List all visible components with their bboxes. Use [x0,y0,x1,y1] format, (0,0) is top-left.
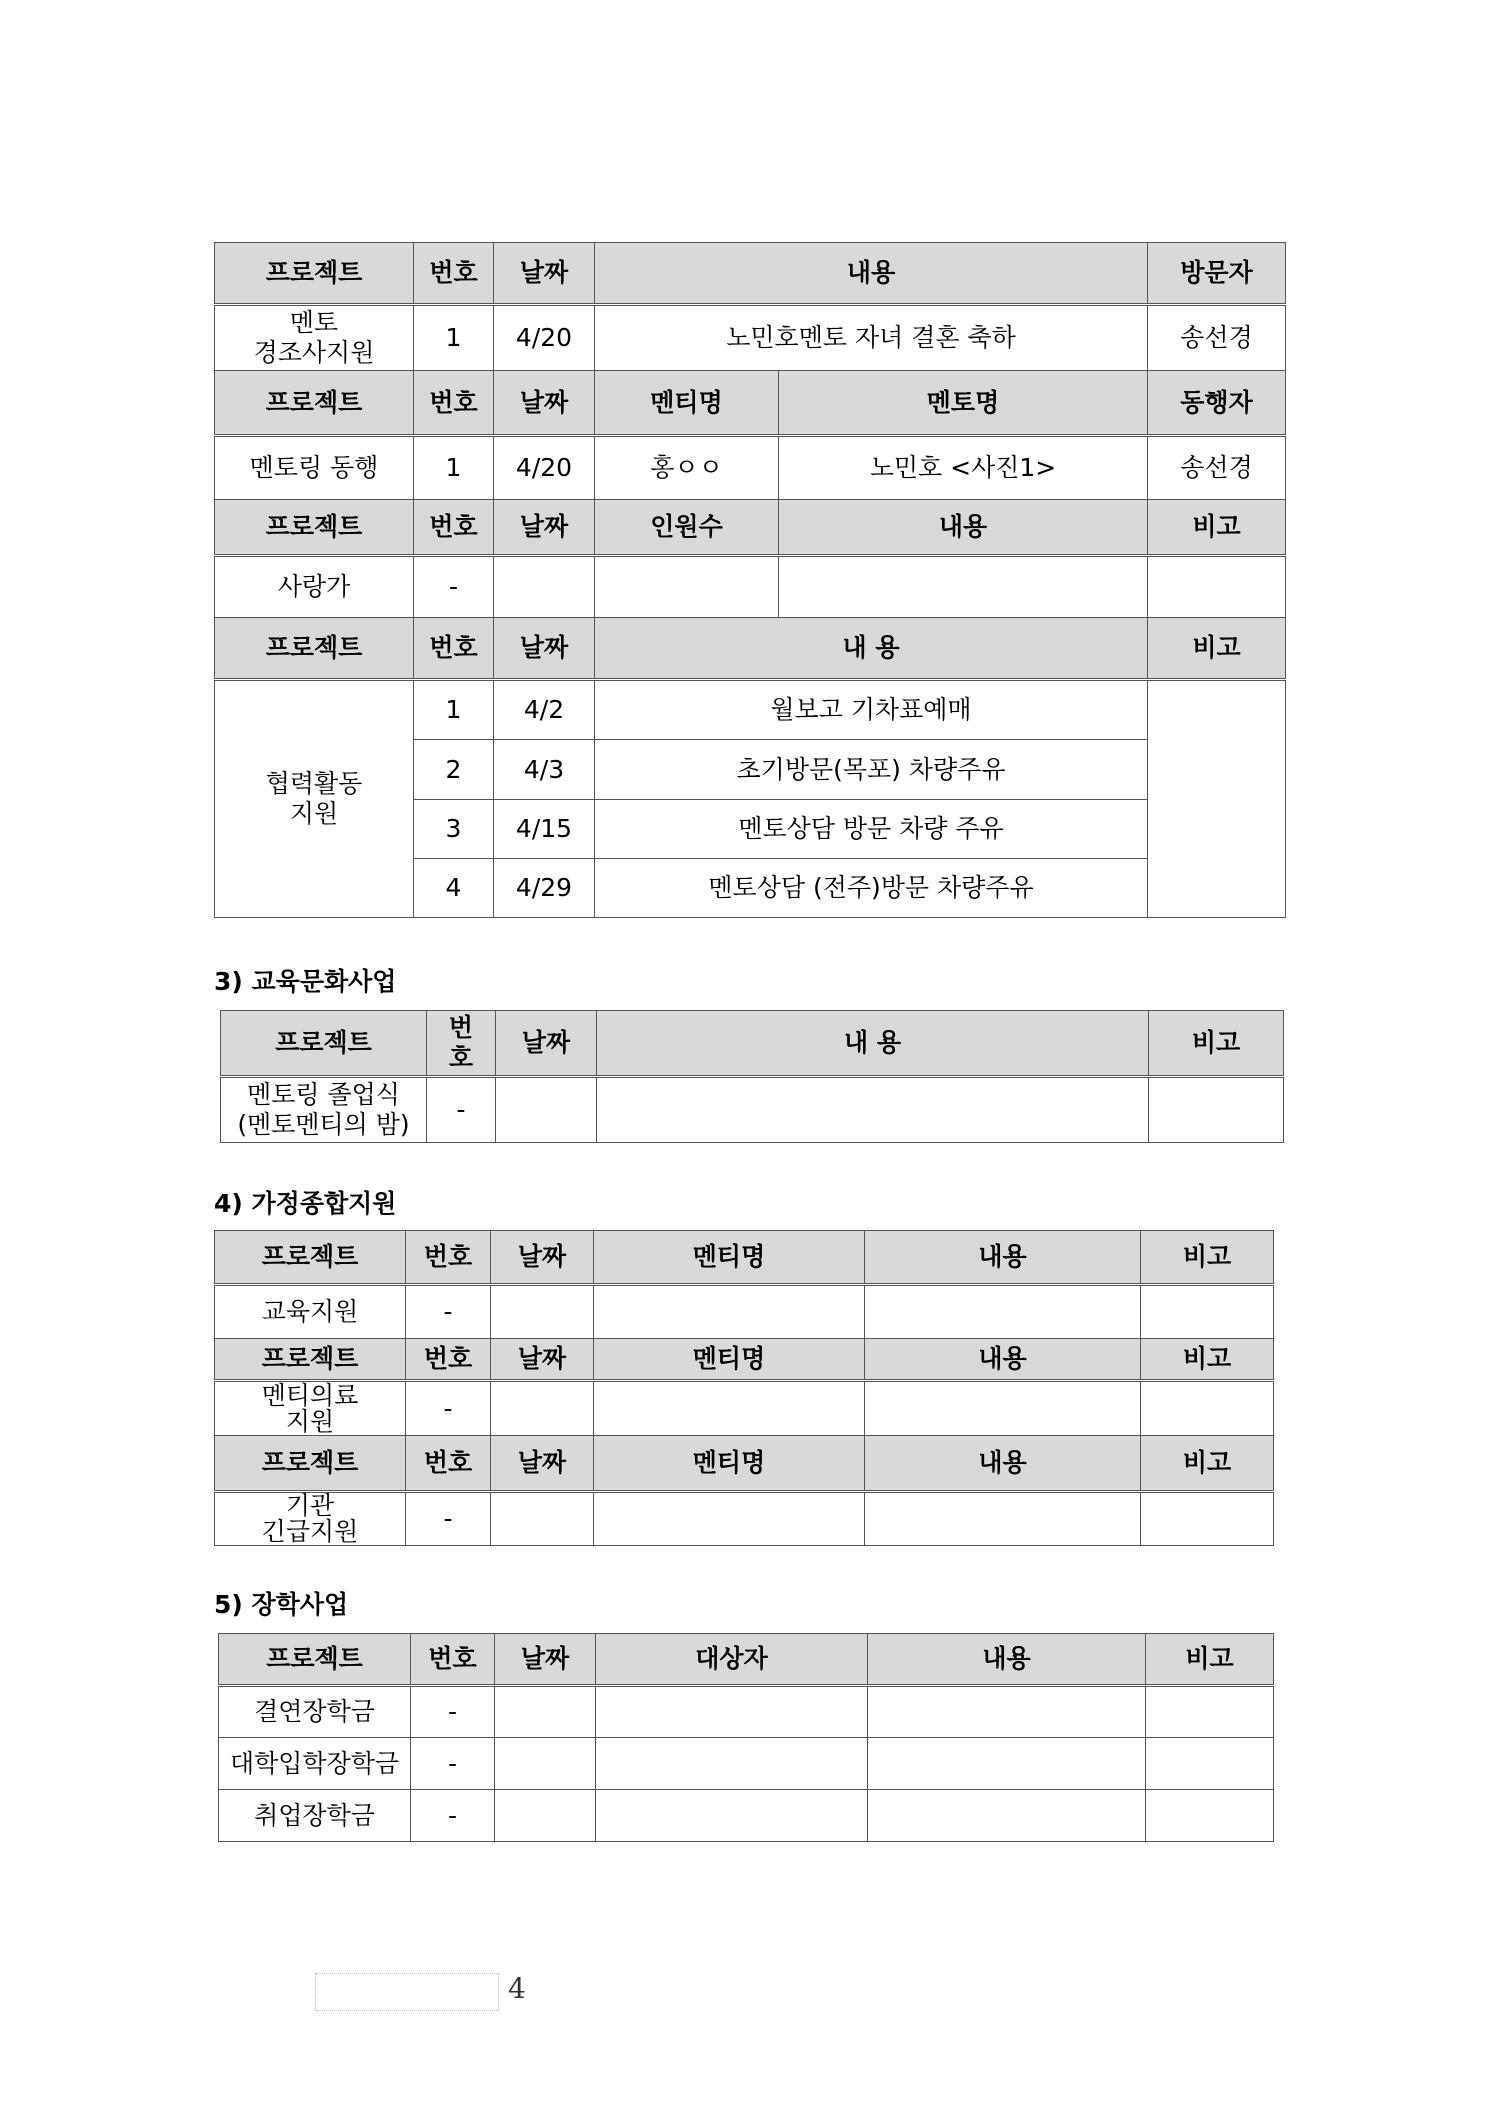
header-cell: 내용 [868,1634,1146,1686]
header-cell: 인원수 [595,500,779,556]
page-number: 4 [508,1972,526,2005]
project-cell: 기관 긴급지원 [215,1492,406,1546]
project-cell: 멘티의료 지원 [215,1381,406,1436]
table-header [215,1231,1274,1285]
project-cell: 교육지원 [215,1285,406,1339]
header-cell: 동행자 [1148,371,1286,436]
table-row [215,305,1286,371]
header-cell: 날짜 [495,1634,596,1686]
table-row [215,436,1286,500]
header-cell: 프로젝트 [219,1634,411,1686]
date-cell: 4/2 [494,680,595,740]
empty-cell [865,1285,1141,1339]
empty-cell [865,1492,1141,1546]
number-cell: 1 [414,305,494,371]
number-cell: - [414,556,494,618]
header-cell: 내용 [865,1436,1141,1492]
table-row [221,1077,1284,1143]
empty-cell [594,1285,865,1339]
content-cell: 멘토상담 (전주)방문 차량주유 [595,859,1148,918]
header-cell: 내 용 [595,618,1148,680]
empty-cell [865,1381,1141,1436]
empty-cell [596,1738,868,1790]
header-cell: 비고 [1148,500,1286,556]
section-title: 5) 장학사업 [214,1590,349,1619]
header-cell: 내 용 [597,1011,1149,1077]
empty-cell [496,1077,597,1143]
empty-cell [596,1790,868,1842]
project-cell: 멘토링 동행 [215,436,414,500]
header-cell: 내용 [595,243,1148,305]
table-header [215,618,1286,680]
table-header [215,1339,1274,1381]
header-cell: 멘티명 [595,371,779,436]
table-row [219,1790,1274,1842]
empty-cell [868,1790,1146,1842]
date-cell: 4/20 [494,305,595,371]
content-cell: 멘토상담 방문 차량 주유 [595,800,1148,859]
project-cell: 협력활동 지원 [215,680,414,918]
project-cell: 멘토 경조사지원 [215,305,414,371]
header-cell: 번호 [414,371,494,436]
header-cell: 멘티명 [594,1339,865,1381]
table-header [221,1011,1284,1077]
number-cell: - [411,1686,495,1738]
header-cell: 내용 [865,1231,1141,1285]
content-cell: 노민호멘토 자녀 결혼 축하 [595,305,1148,371]
companion-cell: 송선경 [1148,436,1286,500]
table-row [215,1492,1274,1546]
header-cell: 날짜 [496,1011,597,1077]
header-cell: 방문자 [1148,243,1286,305]
project-cell: 대학입학장학금 [219,1738,411,1790]
table-header [215,1436,1274,1492]
project-cell: 취업장학금 [219,1790,411,1842]
header-cell: 비고 [1141,1339,1274,1381]
header-cell: 프로젝트 [215,1436,406,1492]
header-cell: 날짜 [494,371,595,436]
table-row [215,1285,1274,1339]
table-header [215,500,1286,556]
project-table-section4 [214,1230,1274,1546]
empty-cell [597,1077,1149,1143]
header-cell: 프로젝트 [215,1231,406,1285]
header-cell: 프로젝트 [221,1011,427,1077]
empty-cell [1146,1790,1274,1842]
header-cell: 번호 [406,1231,491,1285]
header-cell: 비고 [1141,1436,1274,1492]
header-cell: 프로젝트 [215,371,414,436]
number-cell: - [406,1492,491,1546]
section-title: 3) 교육문화사업 [214,967,397,996]
number-cell: 2 [414,740,494,800]
empty-cell [596,1686,868,1738]
header-cell: 비고 [1141,1231,1274,1285]
header-cell: 프로젝트 [215,618,414,680]
empty-cell [495,1790,596,1842]
table-row [215,680,1286,740]
header-cell: 프로젝트 [215,500,414,556]
empty-cell [1141,1285,1274,1339]
empty-cell [1146,1686,1274,1738]
date-cell: 4/20 [494,436,595,500]
empty-cell [495,1686,596,1738]
header-cell: 날짜 [494,618,595,680]
project-cell: 결연장학금 [219,1686,411,1738]
header-cell: 내용 [779,500,1148,556]
number-cell: 4 [414,859,494,918]
number-cell: - [411,1738,495,1790]
content-cell: 월보고 기차표예매 [595,680,1148,740]
header-cell: 프로젝트 [215,1339,406,1381]
table-row [219,1686,1274,1738]
date-cell: 4/3 [494,740,595,800]
header-cell: 번호 [414,500,494,556]
header-cell: 멘티명 [594,1436,865,1492]
empty-cell [491,1381,594,1436]
number-cell: - [406,1285,491,1339]
table-header [215,243,1286,305]
section-title: 4) 가정종합지원 [214,1189,397,1218]
table-row [215,1381,1274,1436]
header-cell: 번호 [406,1339,491,1381]
table-header [215,371,1286,436]
number-cell: - [411,1790,495,1842]
empty-cell [1141,1492,1274,1546]
empty-cell [1141,1381,1274,1436]
header-cell: 멘티명 [594,1231,865,1285]
empty-cell [1148,556,1286,618]
header-cell: 날짜 [491,1339,594,1381]
mentor-cell: 노민호 <사진1> [779,436,1148,500]
table-header [219,1634,1274,1686]
header-cell: 멘토명 [779,371,1148,436]
empty-cell [491,1492,594,1546]
number-cell: - [427,1077,496,1143]
project-table-section2 [214,242,1286,918]
date-cell: 4/29 [494,859,595,918]
project-table-section5 [218,1633,1274,1842]
header-cell: 비고 [1149,1011,1284,1077]
empty-cell [868,1738,1146,1790]
number-cell: 1 [414,436,494,500]
empty-cell [1146,1738,1274,1790]
empty-cell [868,1686,1146,1738]
mentee-cell: 홍ㅇㅇ [595,436,779,500]
visitor-cell: 송선경 [1148,305,1286,371]
project-cell: 멘토링 졸업식 (멘토멘티의 밤) [221,1077,427,1143]
number-cell: - [406,1381,491,1436]
empty-cell [1148,680,1286,918]
date-cell: 4/15 [494,800,595,859]
empty-cell [1149,1077,1284,1143]
empty-cell [779,556,1148,618]
header-cell: 내용 [865,1339,1141,1381]
header-cell: 번호 [406,1436,491,1492]
header-cell: 대상자 [596,1634,868,1686]
header-cell: 번호 [414,618,494,680]
empty-cell [595,556,779,618]
table-row [219,1738,1274,1790]
header-cell: 번 호 [427,1011,496,1077]
number-cell: 3 [414,800,494,859]
header-cell: 날짜 [494,500,595,556]
empty-cell [594,1492,865,1546]
content-cell: 초기방문(목포) 차량주유 [595,740,1148,800]
empty-cell [491,1285,594,1339]
header-cell: 비고 [1148,618,1286,680]
header-cell: 날짜 [491,1231,594,1285]
header-cell: 번호 [411,1634,495,1686]
project-cell: 사랑가 [215,556,414,618]
header-cell: 프로젝트 [215,243,414,305]
header-cell: 날짜 [494,243,595,305]
table-row [215,556,1286,618]
header-cell: 번호 [414,243,494,305]
number-cell: 1 [414,680,494,740]
empty-cell [594,1381,865,1436]
header-cell: 날짜 [491,1436,594,1492]
project-table-section3 [220,1010,1284,1143]
empty-cell [495,1738,596,1790]
footer-box [315,1973,499,2011]
empty-cell [494,556,595,618]
header-cell: 비고 [1146,1634,1274,1686]
